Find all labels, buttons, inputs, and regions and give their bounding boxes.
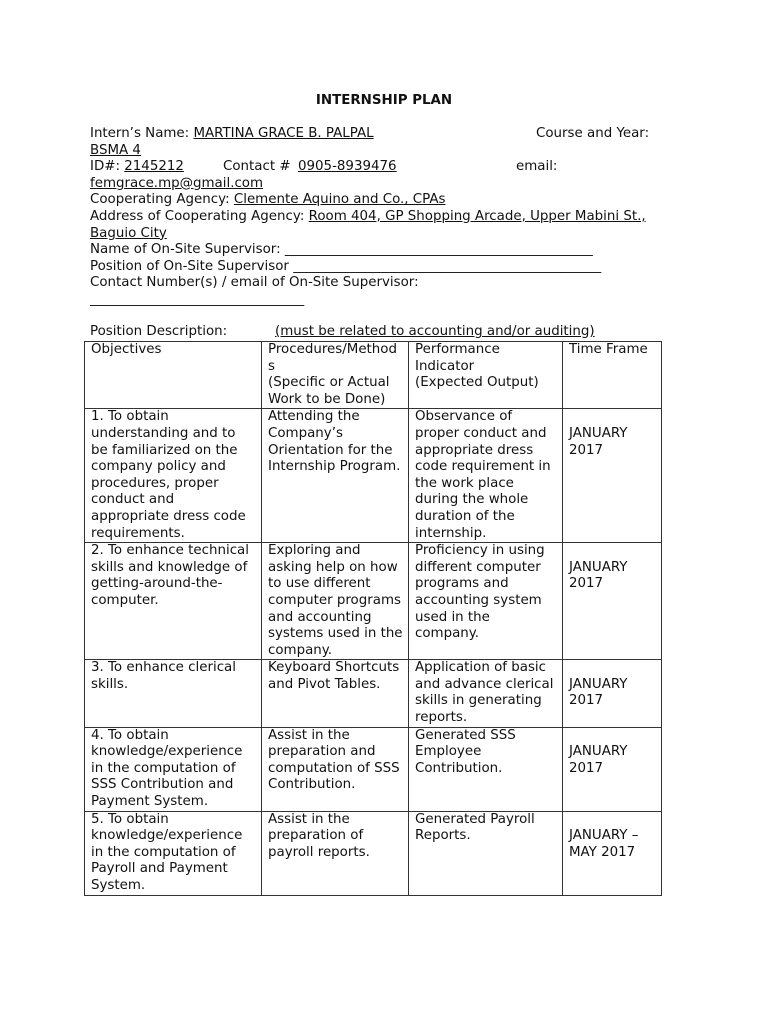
table-row [85, 727, 662, 811]
supervisor-contact-blank-row [90, 292, 680, 309]
id-contact-row [90, 159, 680, 176]
table-row [85, 660, 662, 727]
intern-name-row [90, 126, 680, 143]
supervisor-name-blank: ______________________________________________ [284, 242, 593, 258]
procedure-cell: Exploring and asking help on how to use different computer programs and accounting systems used in the company. [262, 543, 409, 660]
supervisor-name-row [90, 242, 680, 259]
header-objectives [85, 342, 262, 409]
table-row [85, 409, 662, 543]
objective-cell: 4. To obtain knowledge/experience in the computation of SSS Contribution and Payment System. [85, 727, 262, 811]
procedure-cell: Assist in the preparation of payroll reports. [262, 811, 409, 895]
position-description-row [90, 324, 595, 341]
email-value: femgrace.mp@gmail.com [90, 175, 264, 191]
supervisor-name-label: Name of On-Site Supervisor: [90, 242, 281, 258]
intern-name-value: MARTINA GRACE B. PALPAL [193, 126, 374, 141]
procedure-cell: Attending the Company’s Orientation for the Internship Program. [262, 409, 409, 543]
indicator-cell: Generated Payroll Reports. [409, 811, 563, 895]
indicator-cell: Proficiency in using different computer programs and accounting system used in the company. [409, 543, 563, 660]
objective-cell: 2. To enhance technical skills and knowledge of getting-around-the-computer. [85, 543, 262, 660]
timeframe-cell: JANUARY – MAY 2017 [563, 811, 662, 895]
header-indicator-sub: (Expected Output) [415, 375, 539, 391]
course-year-value: BSMA 4 [90, 142, 141, 158]
address-line1: Room 404, GP Shopping Arcade, Upper Mabini St., [308, 208, 646, 224]
header-procedures-sub: (Specific or Actual Work to be Done) [268, 375, 390, 407]
indicator-cell: Application of basic and advance clerical skills in generating reports. [409, 660, 563, 727]
position-description-note: (must be related to accounting and/or auditing) [275, 324, 595, 339]
address-row [90, 209, 680, 226]
objective-cell: 5. To obtain knowledge/experience in the computation of Payroll and Payment System. [85, 811, 262, 895]
timeframe-cell: JANUARY 2017 [563, 660, 662, 727]
procedure-cell: Keyboard Shortcuts and Pivot Tables. [262, 660, 409, 727]
supervisor-position-label: Position of On-Site Supervisor [90, 258, 289, 274]
course-year-label: Course and Year: [536, 126, 650, 141]
course-year-row [90, 143, 680, 160]
header-objectives-label: Objectives [91, 342, 162, 357]
position-description-label: Position Description: [90, 324, 228, 339]
agency-row [90, 192, 680, 209]
intern-name-label: Intern’s Name: [90, 126, 190, 141]
id-value: 2145212 [124, 159, 184, 175]
email-label: email: [516, 159, 558, 175]
header-timeframe-label: Time Frame [569, 342, 648, 357]
supervisor-contact-label: Contact Number(s) / email of On-Site Supervisor: [90, 275, 419, 291]
address-row-2 [90, 226, 680, 243]
header-procedures [262, 342, 409, 409]
contact-label: Contact # [223, 159, 291, 175]
contact-value: 0905-8939476 [298, 159, 397, 175]
internship-plan-table [84, 341, 662, 896]
supervisor-contact-row [90, 275, 680, 292]
timeframe-cell: JANUARY 2017 [563, 409, 662, 543]
objective-cell: 1. To obtain understanding and to be familiarized on the company policy and procedures, proper conduct and appropriate dress code requirements. [85, 409, 262, 543]
intern-info-block [90, 126, 680, 309]
procedure-cell: Assist in the preparation and computation of SSS Contribution. [262, 727, 409, 811]
id-label: ID#: [90, 159, 120, 175]
objective-cell: 3. To enhance clerical skills. [85, 660, 262, 727]
supervisor-contact-blank: ________________________________ [90, 291, 305, 307]
indicator-cell: Generated SSS Employee Contribution. [409, 727, 563, 811]
indicator-cell: Observance of proper conduct and appropriate dress code requirement in the work place during the whole duration of the internship. [409, 409, 563, 543]
agency-value: Clemente Aquino and Co., CPAs [233, 192, 446, 208]
supervisor-position-row [90, 259, 680, 276]
supervisor-position-blank: ______________________________________________ [293, 258, 602, 274]
address-line2: Baguio City [90, 225, 167, 241]
table-row [85, 811, 662, 895]
header-indicator-label: Performance Indicator [415, 342, 500, 374]
header-timeframe [563, 342, 662, 409]
email-row [90, 176, 680, 193]
timeframe-cell: JANUARY 2017 [563, 543, 662, 660]
agency-label: Cooperating Agency: [90, 192, 230, 208]
document-title: INTERNSHIP PLAN [315, 93, 453, 108]
header-procedures-label: Procedures/Methods [268, 342, 397, 374]
table-header-row [85, 342, 662, 409]
address-label: Address of Cooperating Agency: [90, 208, 305, 224]
timeframe-cell: JANUARY 2017 [563, 727, 662, 811]
header-indicator [409, 342, 563, 409]
table-row [85, 543, 662, 660]
